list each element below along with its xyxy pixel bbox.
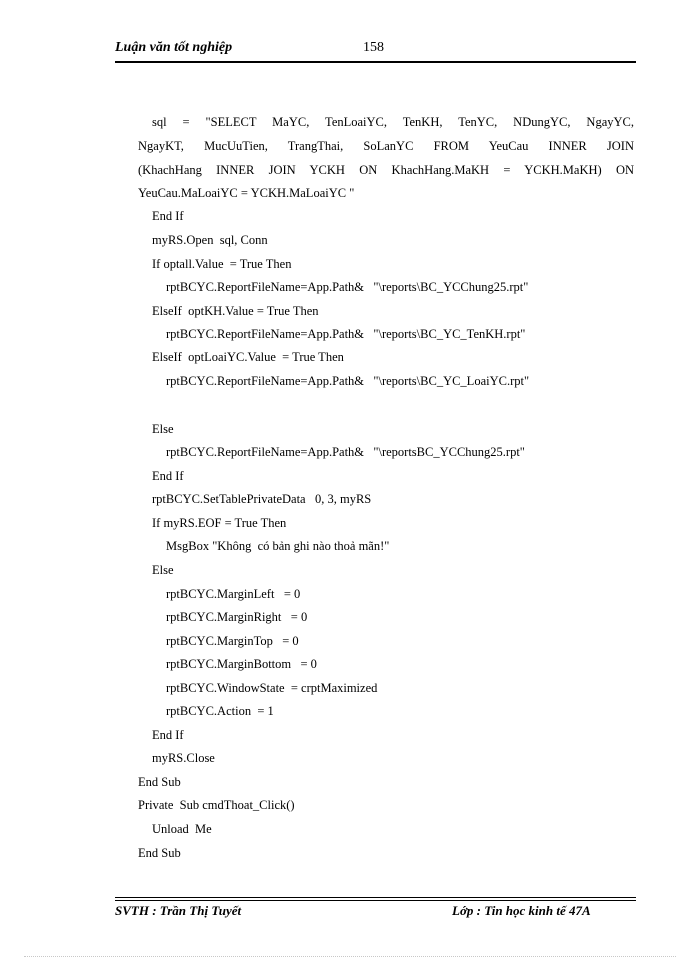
page-header <box>115 40 635 62</box>
footer-rule-double <box>115 900 636 901</box>
code-line: rptBCYC.MarginBottom = 0 <box>166 657 317 671</box>
code-line: rptBCYC.MarginLeft = 0 <box>166 587 301 601</box>
code-line: NgayKT, MucUuTien, TrangThai, SoLanYC FROM YeuCau INNER JOIN <box>138 139 634 153</box>
code-line: sql = "SELECT MaYC, TenLoaiYC, TenKH, TenYC, NDungYC, NgayYC, <box>152 115 634 129</box>
code-line: rptBCYC.ReportFileName=App.Path& "\reports\BC_YC_LoaiYC.rpt" <box>166 374 530 388</box>
code-line: ElseIf optKH.Value = True Then <box>152 304 319 318</box>
code-line: rptBCYC.MarginRight = 0 <box>166 610 308 624</box>
code-line: MsgBox "Không có bản ghi nào thoả mãn!" <box>166 539 390 553</box>
document-title: Luận văn tốt nghiệp <box>115 40 233 55</box>
code-line: If myRS.EOF = True Then <box>152 516 287 530</box>
code-line: End If <box>152 728 184 742</box>
code-line: End If <box>152 209 184 223</box>
code-line: End Sub <box>138 775 181 789</box>
code-line: rptBCYC.SetTablePrivateData 0, 3, myRS <box>152 492 372 506</box>
code-line: End Sub <box>138 846 181 860</box>
footer-author: SVTH : Trần Thị Tuyết <box>115 903 242 918</box>
code-line: rptBCYC.Action = 1 <box>166 704 274 718</box>
code-line: If optall.Value = True Then <box>152 257 292 271</box>
page-number: 158 <box>363 40 384 55</box>
footer-rule <box>115 897 636 898</box>
code-line: rptBCYC.ReportFileName=App.Path& "\reports\BC_YCChung25.rpt" <box>166 280 529 294</box>
code-line: rptBCYC.ReportFileName=App.Path& "\reports\BC_YC_TenKH.rpt" <box>166 327 526 341</box>
header-rule <box>115 61 636 63</box>
page-edge <box>24 956 676 957</box>
code-line: myRS.Open sql, Conn <box>152 233 268 247</box>
code-line: (KhachHang INNER JOIN YCKH ON KhachHang.MaKH = YCKH.MaKH) ON <box>138 163 634 177</box>
code-line: rptBCYC.ReportFileName=App.Path& "\reportsBC_YCChung25.rpt" <box>166 445 525 459</box>
code-line: Private Sub cmdThoat_Click() <box>138 798 295 812</box>
code-line: Unload Me <box>152 822 212 836</box>
code-line: Else <box>152 422 174 436</box>
code-line: End If <box>152 469 184 483</box>
code-line: ElseIf optLoaiYC.Value = True Then <box>152 350 344 364</box>
code-line: Else <box>152 563 174 577</box>
code-line: YeuCau.MaLoaiYC = YCKH.MaLoaiYC " <box>138 186 355 200</box>
code-line: rptBCYC.WindowState = crptMaximized <box>166 681 378 695</box>
code-line: rptBCYC.MarginTop = 0 <box>166 634 299 648</box>
code-line: myRS.Close <box>152 751 215 765</box>
footer-class: Lớp : Tin học kinh tế 47A <box>452 903 591 918</box>
